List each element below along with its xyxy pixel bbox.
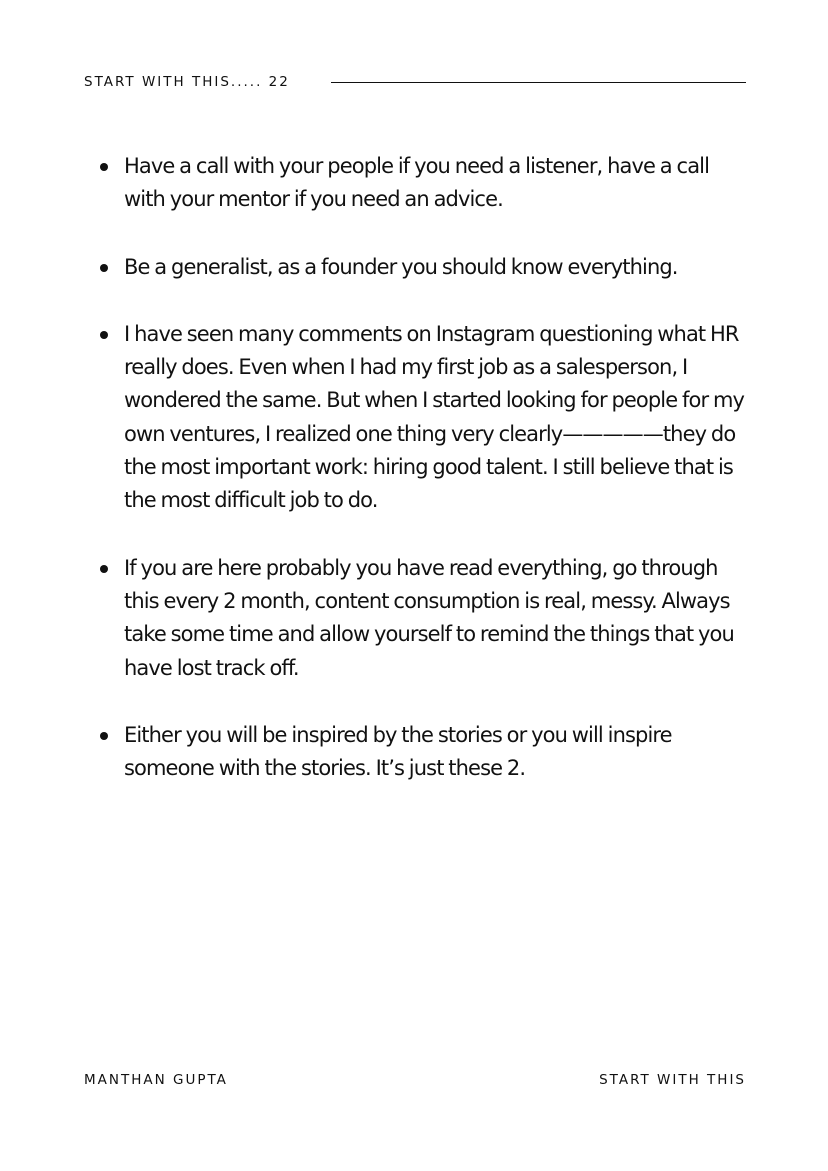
bullet-text: Be a generalist, as a founder you should know everything.: [124, 254, 678, 279]
bullet-item: [98, 150, 748, 217]
bullet-dot-icon: [100, 264, 108, 272]
header-divider: [331, 82, 746, 83]
bullet-dot-icon: [100, 565, 108, 573]
bullet-text: If you are here probably you have read everything, go through this every 2 month, content consumption is real, messy. Always take some time and allow yourself to remind the things that you have lost track off.: [124, 555, 734, 680]
bullet-dot-icon: [100, 331, 108, 339]
bullet-item: [98, 552, 748, 685]
bullet-dot-icon: [100, 163, 108, 171]
footer-book-title: START WITH THIS: [599, 1072, 746, 1088]
bullet-text: I have seen many comments on Instagram questioning what HR really does. Even when I had my first job as a salesperson, I wondered the same. But when I started looking for people for my own ventures, I realized one thing very clearly—————they do the most important work: hiring good talent. I still believe that is the most difficult job to do.: [124, 321, 745, 513]
bullet-item: [98, 719, 748, 786]
bullet-text: Either you will be inspired by the stories or you will inspire someone with the stories. It’s just these 2.: [124, 722, 672, 781]
footer-author: MANTHAN GUPTA: [84, 1072, 228, 1088]
bullet-dot-icon: [100, 732, 108, 740]
header-title: START WITH THIS..... 22: [84, 74, 290, 90]
bullet-item: [98, 251, 748, 284]
bullet-list: [98, 150, 748, 819]
bullet-text: Have a call with your people if you need a listener, have a call with your mentor if you need an advice.: [124, 154, 710, 212]
page-header: [84, 72, 746, 94]
bullet-item: [98, 318, 748, 518]
